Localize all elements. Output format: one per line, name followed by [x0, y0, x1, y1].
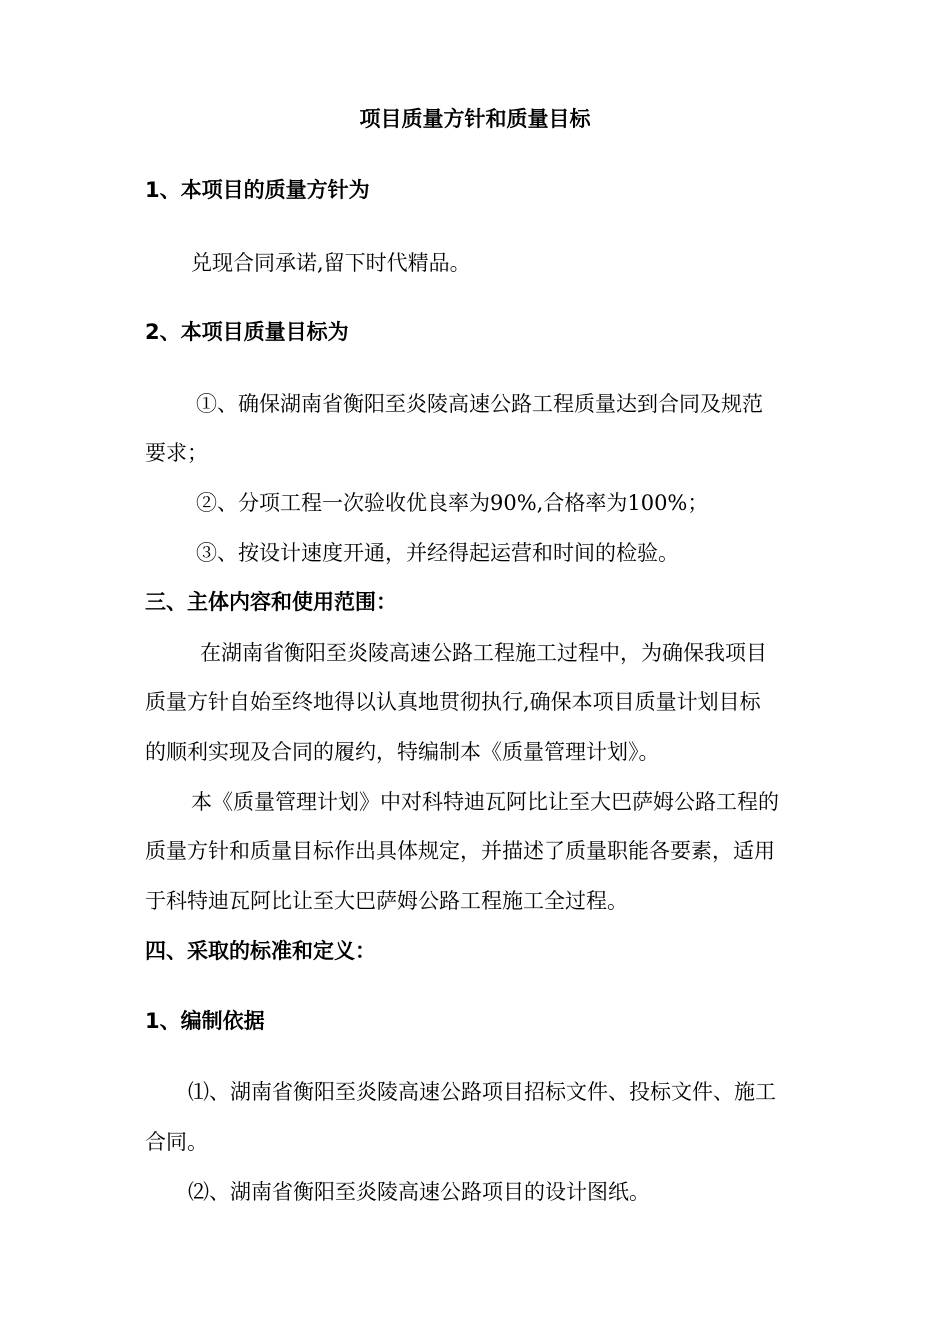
scope-paragraph-1-line-2: 质量方针自始至终地得以认真地贯彻执行,确保本项目质量计划目标	[145, 690, 761, 714]
quality-goal-1-line-2: 要求；	[145, 441, 208, 465]
basis-item-1-line-2: 合同。	[145, 1130, 208, 1154]
section-1-heading: 1、本项目的质量方针为	[145, 178, 370, 202]
section-4-subsection-1-heading: 1、编制依据	[145, 1009, 265, 1033]
scope-paragraph-1-line-1: 在湖南省衡阳至炎陵高速公路工程施工过程中，为确保我项目	[200, 641, 767, 665]
quality-goal-3: ③、按设计速度开通，并经得起运营和时间的检验。	[196, 541, 679, 565]
basis-item-2: ⑵、湖南省衡阳至炎陵高速公路项目的设计图纸。	[188, 1180, 650, 1204]
quality-goal-2: ②、分项工程一次验收优良率为90%,合格率为100%；	[196, 491, 709, 515]
scope-paragraph-2-line-3: 于科特迪瓦阿比让至大巴萨姆公路工程施工全过程。	[145, 889, 628, 913]
section-4-heading: 四、采取的标准和定义：	[145, 939, 376, 963]
quality-goal-1-line-1: ①、确保湖南省衡阳至炎陵高速公路工程质量达到合同及规范	[196, 392, 763, 416]
section-2-heading: 2、本项目质量目标为	[145, 320, 349, 344]
quality-policy-text: 兑现合同承诺,留下时代精品。	[191, 251, 471, 275]
section-3-heading: 三、主体内容和使用范围：	[145, 590, 397, 614]
scope-paragraph-1-line-3: 的顺利实现及合同的履约，特编制本《质量管理计划》。	[145, 740, 660, 764]
scope-paragraph-2-line-2: 质量方针和质量目标作出具体规定，并描述了质量职能各要素，适用	[145, 839, 775, 863]
scope-paragraph-2-line-1: 本《质量管理计划》中对科特迪瓦阿比让至大巴萨姆公路工程的	[191, 790, 779, 814]
document-title: 项目质量方针和质量目标	[359, 107, 591, 131]
basis-item-1-line-1: ⑴、湖南省衡阳至炎陵高速公路项目招标文件、投标文件、施工	[188, 1080, 776, 1104]
